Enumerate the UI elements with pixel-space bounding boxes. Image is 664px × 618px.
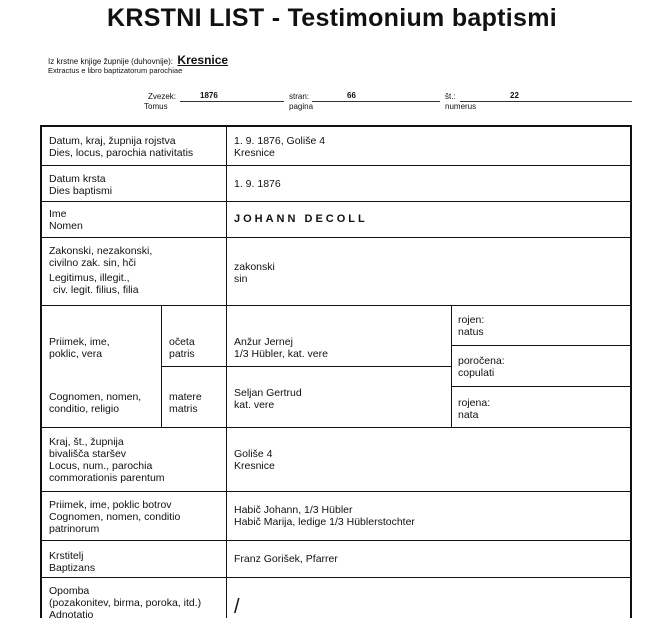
parish-label-latin: Extractus e libro baptizatorum parochiae [48,66,183,75]
parish-label: Iz krstne knjige župnije (duhovnije): [48,57,173,66]
page-label: stran: [289,92,310,101]
record-table [40,125,632,618]
number-label: št.: [445,92,456,101]
godparents-row-value: Habič Johann, 1/3 Hübler Habič Marija, ledige 1/3 Hüblerstochter [234,504,415,528]
parents-label-la: Cognomen, nomen, conditio, religio [49,391,142,415]
volume-label-latin: Tomus [144,102,168,111]
parents-label-sl: Priimek, ime, poklic, vera [49,336,110,360]
volume-value: 1876 [200,91,218,100]
page-title: KRSTNI LIST - Testimonium baptismi [106,4,558,32]
page-label-latin: pagina [289,102,314,111]
father-born-label: rojen: natus [458,314,485,338]
legitimacy-row-label: Zakonski, nezakonski, civilno zak. sin, hči Legitimus, illegit., civ. legit. filius, filia [49,245,153,296]
notes-row-label: Opomba (pozakonitev, birma, poroka, itd.) Adnotatio [49,585,202,618]
child-name-value: JOHANN DECOLL [234,213,368,225]
married-label: poročena: copulati [458,355,505,379]
residence-row-label: Kraj, št., župnija bivališča staršev Locus, num., parochia commorationis parentum [49,436,165,484]
parish-value: Kresnice [177,53,229,67]
baptizer-row-value: Franz Gorišek, Pfarrer [234,553,338,565]
mother-value: Seljan Gertrud kat. vere [234,387,302,411]
birth-row-label: Datum, kraj, župnija rojstva Dies, locus, parochia nativitatis [49,135,194,159]
father-value: Anžur Jernej 1/3 Hübler, kat. vere [234,336,328,360]
name-row-label: Ime Nomen [49,208,83,232]
baptism-row-value: 1. 9. 1876 [234,178,281,190]
number-label-latin: numerus [445,102,477,111]
notes-row-value: / [234,596,240,618]
father-label: očeta patris [169,336,195,360]
birth-row-value: 1. 9. 1876, Goliše 4 Kresnice [234,135,326,159]
volume-label: Zvezek: [147,92,176,101]
mother-label: matere matris [169,391,202,415]
godparents-row-label: Priimek, ime, poklic botrov Cognomen, nomen, conditio patrinorum [49,499,181,535]
mother-born-label: rojena: nata [458,397,491,421]
legitimacy-row-value: zakonski sin [234,261,275,285]
baptism-row-label: Datum krsta Dies baptismi [49,173,113,197]
page-value: 66 [347,91,356,100]
baptizer-row-label: Krstitelj Baptizans [49,550,96,574]
residence-row-value: Goliše 4 Kresnice [234,448,275,472]
number-value: 22 [510,91,519,100]
